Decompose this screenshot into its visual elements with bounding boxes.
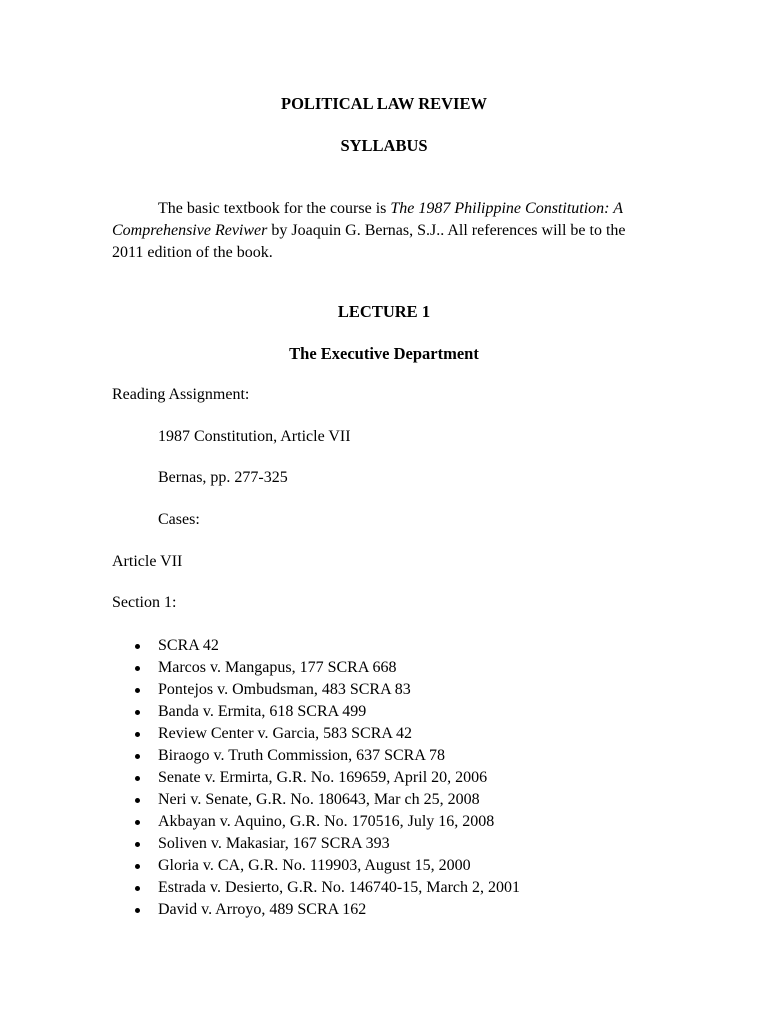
section-label: Section 1: <box>112 594 177 611</box>
case-list-item: Akbayan v. Aquino, G.R. No. 170516, July 16, 2008 <box>112 811 520 833</box>
document-subtitle: SYLLABUS <box>340 136 428 155</box>
intro-text-after: by Joaquin G. Bernas, S.J.. All references will be to the 2011 edition of the book. <box>112 222 626 261</box>
case-list-item: Marcos v. Mangapus, 177 SCRA 668 <box>112 657 520 679</box>
reading-item: Cases: <box>158 511 200 528</box>
case-list-item: Senate v. Ermirta, G.R. No. 169659, April 20, 2006 <box>112 767 520 789</box>
reading-item: Bernas, pp. 277-325 <box>158 469 288 486</box>
document-title: POLITICAL LAW REVIEW <box>280 94 487 113</box>
case-list <box>112 635 520 921</box>
case-list-item: Pontejos v. Ombudsman, 483 SCRA 83 <box>112 679 520 701</box>
case-list-item: Estrada v. Desierto, G.R. No. 146740-15, March 2, 2001 <box>112 877 520 899</box>
case-list-item: Banda v. Ermita, 618 SCRA 499 <box>112 701 520 723</box>
case-list-item: Soliven v. Makasiar, 167 SCRA 393 <box>112 833 520 855</box>
case-list-item: Biraogo v. Truth Commission, 637 SCRA 78 <box>112 745 520 767</box>
lecture-label: LECTURE 1 <box>337 302 431 321</box>
case-list-item: Gloria v. CA, G.R. No. 119903, August 15, 2000 <box>112 855 520 877</box>
intro-text-before: The basic textbook for the course is <box>158 200 391 217</box>
lecture-topic: The Executive Department <box>289 344 479 363</box>
case-list-item: David v. Arroyo, 489 SCRA 162 <box>112 899 520 921</box>
intro-paragraph <box>112 198 657 264</box>
case-list-item: Neri v. Senate, G.R. No. 180643, Mar ch 25, 2008 <box>112 789 520 811</box>
intro-book-title: The 1987 Philippine Constitution: A Comprehensive Reviwer <box>112 200 623 239</box>
reading-assignment-label: Reading Assignment: <box>112 386 250 403</box>
case-list-item: Review Center v. Garcia, 583 SCRA 42 <box>112 723 520 745</box>
case-list-item: SCRA 42 <box>112 635 520 657</box>
article-label: Article VII <box>112 553 183 570</box>
reading-item: 1987 Constitution, Article VII <box>158 428 351 445</box>
